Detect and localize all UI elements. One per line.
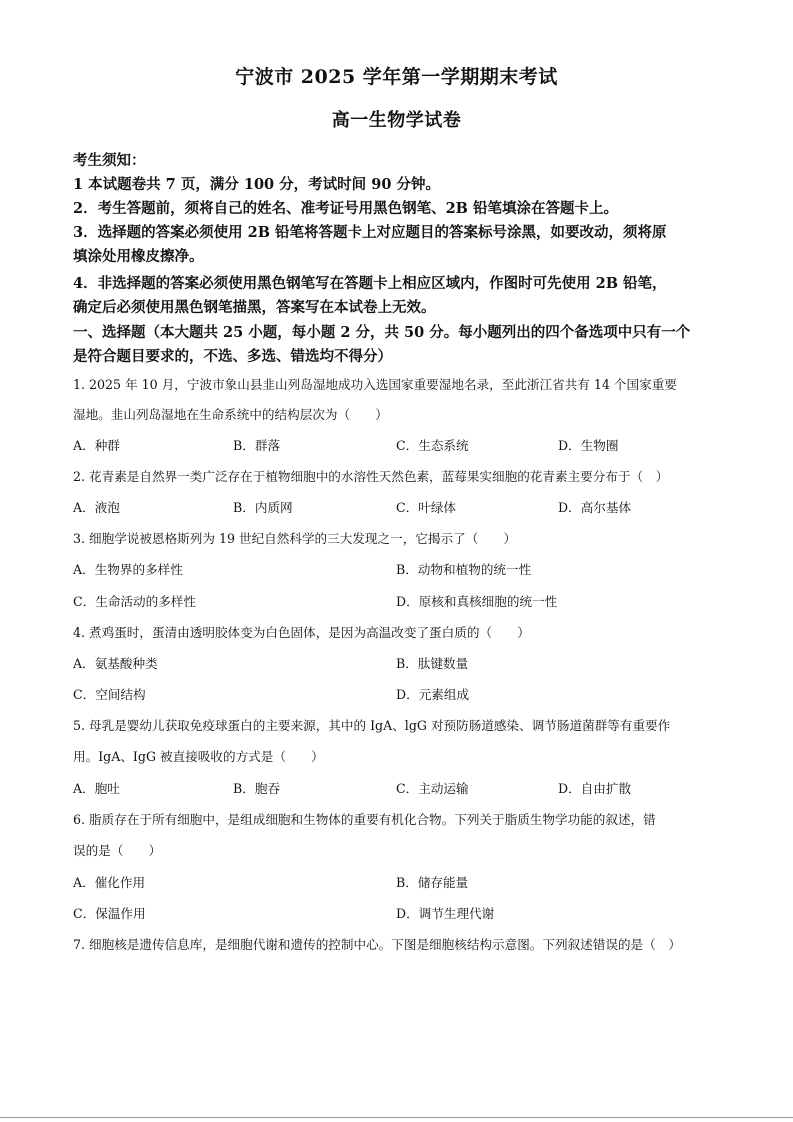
option-d: D．调节生理代谢: [396, 906, 495, 921]
notice-heading: 考生须知：: [73, 152, 146, 169]
question-stem: 6. 脂质存在于所有细胞中，是组成细胞和生物体的重要有机化合物。下列关于脂质生物学功能的叙述，错: [73, 812, 656, 827]
option-d: D．自由扩散: [558, 781, 632, 796]
option-a: A．氨基酸种类: [73, 656, 158, 671]
option-c: C．叶绿体: [396, 500, 457, 515]
option-d: D．原核和真核细胞的统一性: [396, 594, 558, 609]
option-b: B．胞吞: [233, 781, 281, 796]
option-c: C．生态系统: [396, 438, 469, 453]
question-stem: 2. 花青素是自然界一类广泛存在于植物细胞中的水溶性天然色素，蓝莓果实细胞的花青素主要分布于（ ）: [73, 469, 669, 484]
notice-line: 确定后必须使用黑色钢笔描黑，答案写在本试卷上无效。: [73, 299, 436, 316]
option-d: D．生物圈: [558, 438, 619, 453]
section-heading: 一、选择题（本大题共 25 小题，每小题 2 分，共 50 分。每小题列出的四个备选项中只有一个: [73, 324, 691, 341]
option-d: D．元素组成: [396, 687, 470, 702]
option-a: A．种群: [73, 438, 120, 453]
question-stem: 5. 母乳是婴幼儿获取免疫球蛋白的主要来源，其中的 IgA、lgG 对预防肠道感染、调节肠道菌群等有重要作: [73, 718, 671, 733]
option-b: B．动物和植物的统一性: [396, 562, 532, 577]
exam-title: 宁波市 2025 学年第一学期期末考试: [235, 66, 558, 88]
option-b: B．肽键数量: [396, 656, 469, 671]
option-c: C．主动运输: [396, 781, 469, 796]
question-stem: 误的是（ ）: [73, 843, 162, 858]
option-a: A．胞吐: [73, 781, 120, 796]
option-c: C．生命活动的多样性: [73, 594, 196, 609]
page-bottom-divider: [0, 1117, 793, 1118]
notice-line: 4．非选择题的答案必须使用黑色钢笔写在答题卡上相应区域内，作图时可先使用 2B 铅笔，: [73, 275, 667, 292]
notice-line: 填涂处用橡皮擦净。: [73, 248, 204, 265]
question-stem: 7. 细胞核是遗传信息库，是细胞代谢和遗传的控制中心。下图是细胞核结构示意图。下列叙述错误的是（ ）: [73, 937, 681, 952]
question-stem: 3. 细胞学说被恩格斯列为 19 世纪自然科学的三大发现之一，它揭示了（ ）: [73, 531, 517, 546]
option-c: C．保温作用: [73, 906, 146, 921]
option-a: A．液泡: [73, 500, 120, 515]
option-a: A．催化作用: [73, 875, 146, 890]
option-c: C．空间结构: [73, 687, 146, 702]
option-a: A．生物界的多样性: [73, 562, 183, 577]
question-stem: 1. 2025 年 10 月，宁波市象山县韭山列岛湿地成功入选国家重要湿地名录，至此浙江省共有 14 个国家重要: [73, 377, 677, 392]
section-heading: 是符合题目要求的，不选、多选、错选均不得分）: [73, 348, 392, 365]
option-b: B．储存能量: [396, 875, 469, 890]
option-d: D．高尔基体: [558, 500, 632, 515]
question-stem: 湿地。韭山列岛湿地在生命系统中的结构层次为（ ）: [73, 407, 388, 422]
question-stem: 4. 煮鸡蛋时，蛋清由透明胶体变为白色固体，是因为高温改变了蛋白质的（ ）: [73, 625, 530, 640]
exam-subtitle: 高一生物学试卷: [331, 110, 462, 131]
option-b: B．群落: [233, 438, 281, 453]
question-stem: 用。IgA、IgG 被直接吸收的方式是（ ）: [73, 749, 324, 764]
option-b: B．内质网: [233, 500, 293, 515]
notice-line: 2．考生答题前，须将自己的姓名、准考证号用黑色钢笔、2B 铅笔填涂在答题卡上。: [73, 200, 618, 217]
notice-line: 3．选择题的答案必须使用 2B 铅笔将答题卡上对应题目的答案标号涂黑，如要改动，须将原: [73, 224, 667, 241]
notice-line: 1 本试题卷共 7 页，满分 100 分，考试时间 90 分钟。: [73, 176, 440, 193]
